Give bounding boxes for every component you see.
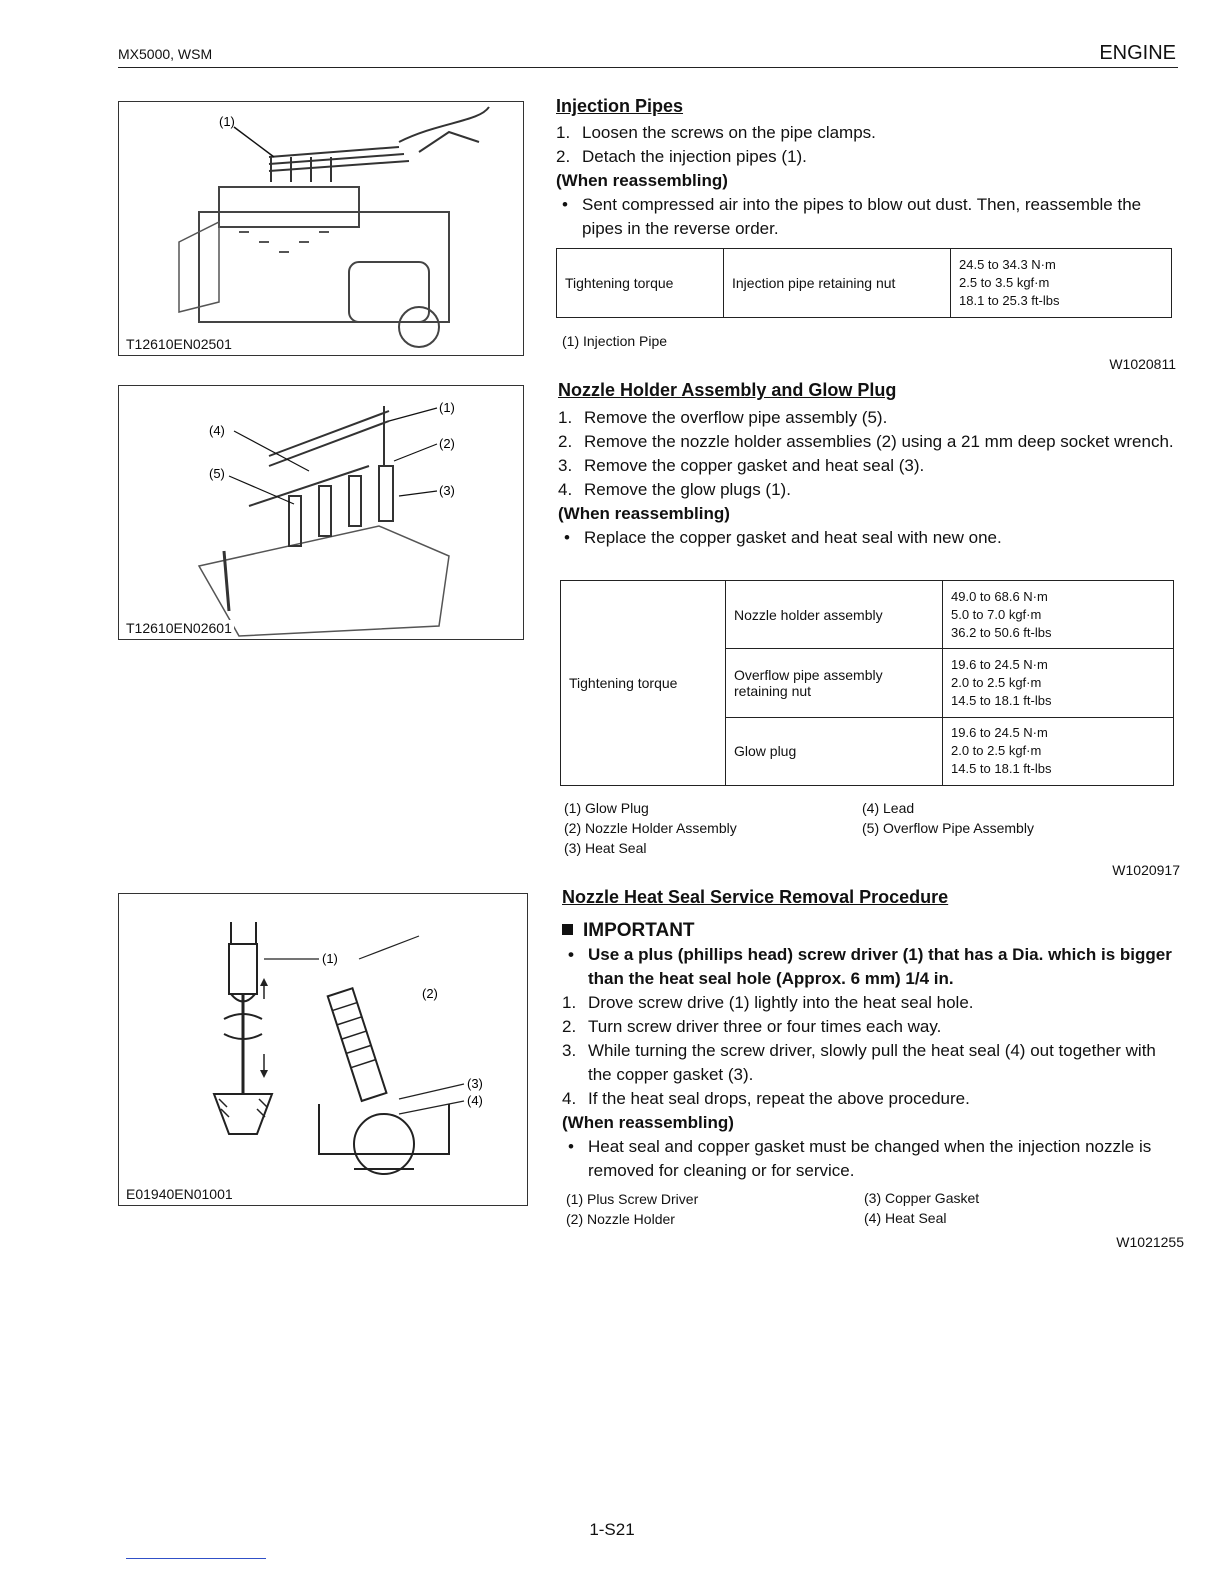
nozzle-holder-legend-right: (4) Lead (5) Overflow Pipe Assembly bbox=[862, 800, 1034, 836]
important-heading: IMPORTANT bbox=[562, 919, 1182, 943]
reassembly-note: • Heat seal and copper gasket must be changed when the injection nozzle is removed for cleaning or for service. bbox=[562, 1135, 1182, 1183]
nozzle-holder-legend-left: (1) Glow Plug (2) Nozzle Holder Assembly (3) Heat Seal bbox=[564, 800, 737, 856]
callout-4: (4) bbox=[467, 1093, 483, 1108]
step: 2. Detach the injection pipes (1). bbox=[556, 147, 807, 166]
header-manual-id: MX5000, WSM bbox=[118, 46, 213, 62]
callout-3: (3) bbox=[439, 483, 455, 498]
step: 3. While turning the screw driver, slowly pull the heat seal (4) out together with the copper gasket (3). bbox=[562, 1041, 1156, 1084]
torque-item: Injection pipe retaining nut bbox=[724, 249, 951, 318]
callout-2: (2) bbox=[439, 436, 455, 451]
section-code: W1020811 bbox=[1109, 356, 1176, 372]
heat-seal-legend-left: (1) Plus Screw Driver (2) Nozzle Holder bbox=[566, 1191, 699, 1227]
header-rule bbox=[118, 67, 1178, 68]
figure-code: E01940EN01001 bbox=[126, 1186, 233, 1202]
heat-seal-removal-illustration bbox=[119, 894, 527, 1205]
nozzle-holder-illustration bbox=[119, 386, 523, 639]
step: 1. Drove screw drive (1) lightly into the heat seal hole. bbox=[562, 993, 974, 1012]
section-title-injection-pipes: Injection Pipes bbox=[556, 96, 684, 116]
torque-values: 49.0 to 68.6 N·m 5.0 to 7.0 kgf·m 36.2 to 50.6 ft-lbs bbox=[943, 581, 1174, 649]
step: 2. Remove the nozzle holder assemblies (2) using a 21 mm deep socket wrench. bbox=[558, 432, 1174, 451]
torque-item: Nozzle holder assembly bbox=[726, 581, 943, 649]
important-square-icon bbox=[562, 924, 573, 935]
torque-label: Tightening torque bbox=[561, 581, 726, 786]
torque-values: 19.6 to 24.5 N·m 2.0 to 2.5 kgf·m 14.5 to 18.1 ft-lbs bbox=[943, 717, 1174, 785]
step: 4. If the heat seal drops, repeat the above procedure. bbox=[562, 1089, 970, 1108]
nozzle-holder-torque-table bbox=[560, 580, 1174, 786]
footer-link-line bbox=[126, 1558, 266, 1559]
callout-1: (1) bbox=[322, 951, 338, 966]
figure-heat-seal-removal bbox=[118, 893, 528, 1206]
section-code: W1020917 bbox=[1112, 862, 1180, 878]
step: 2. Turn screw driver three or four times each way. bbox=[562, 1017, 942, 1036]
header-section-title: ENGINE bbox=[1099, 42, 1176, 64]
reassembly-note: • Replace the copper gasket and heat seal with new one. bbox=[558, 526, 1180, 550]
important-note: • Use a plus (phillips head) screw driver (1) that has a Dia. which is bigger than the heat seal hole (Approx. 6 mm) 1/4 in. bbox=[562, 943, 1182, 991]
heat-seal-legend-right: (3) Copper Gasket (4) Heat Seal bbox=[864, 1190, 980, 1226]
injection-pipes-legend: (1) Injection Pipe bbox=[562, 333, 668, 349]
callout-2: (2) bbox=[422, 986, 438, 1001]
torque-label: Tightening torque bbox=[557, 249, 724, 318]
step: 1. Remove the overflow pipe assembly (5). bbox=[558, 408, 888, 427]
callout-3: (3) bbox=[467, 1076, 483, 1091]
reassembly-note: • Sent compressed air into the pipes to blow out dust. Then, reassemble the pipes in the reverse order. bbox=[556, 193, 1178, 241]
nozzle-holder-body bbox=[558, 406, 1180, 550]
callout-1: (1) bbox=[439, 400, 455, 415]
injection-pipes-torque-table bbox=[556, 248, 1172, 318]
when-reassembling-label: (When reassembling) bbox=[556, 171, 728, 190]
injection-pipes-body bbox=[556, 121, 1178, 241]
callout-1: (1) bbox=[219, 114, 235, 129]
section-title-nozzle-holder: Nozzle Holder Assembly and Glow Plug bbox=[558, 380, 897, 400]
torque-values: 19.6 to 24.5 N·m 2.0 to 2.5 kgf·m 14.5 to 18.1 ft-lbs bbox=[943, 649, 1174, 717]
figure-code: T12610EN02501 bbox=[126, 336, 232, 352]
torque-item: Glow plug bbox=[726, 717, 943, 785]
page-number: 1-S21 bbox=[589, 1520, 635, 1539]
step: 4. Remove the glow plugs (1). bbox=[558, 480, 791, 499]
figure-nozzle-holder bbox=[118, 385, 524, 640]
torque-values: 24.5 to 34.3 N·m 2.5 to 3.5 kgf·m 18.1 to 25.3 ft-lbs bbox=[951, 249, 1172, 318]
callout-5: (5) bbox=[209, 466, 225, 481]
step: 3. Remove the copper gasket and heat seal (3). bbox=[558, 456, 925, 475]
step: 1. Loosen the screws on the pipe clamps. bbox=[556, 123, 876, 142]
callout-4: (4) bbox=[209, 423, 225, 438]
figure-injection-pipes bbox=[118, 101, 524, 356]
section-code: W1021255 bbox=[1116, 1234, 1184, 1250]
section-title-heat-seal: Nozzle Heat Seal Service Removal Procedure bbox=[562, 887, 949, 907]
torque-item: Overflow pipe assembly retaining nut bbox=[726, 649, 943, 717]
figure-code: T12610EN02601 bbox=[126, 620, 232, 636]
injection-pipes-illustration bbox=[119, 102, 523, 355]
heat-seal-body bbox=[562, 919, 1182, 1183]
when-reassembling-label: (When reassembling) bbox=[562, 1113, 734, 1132]
when-reassembling-label: (When reassembling) bbox=[558, 504, 730, 523]
